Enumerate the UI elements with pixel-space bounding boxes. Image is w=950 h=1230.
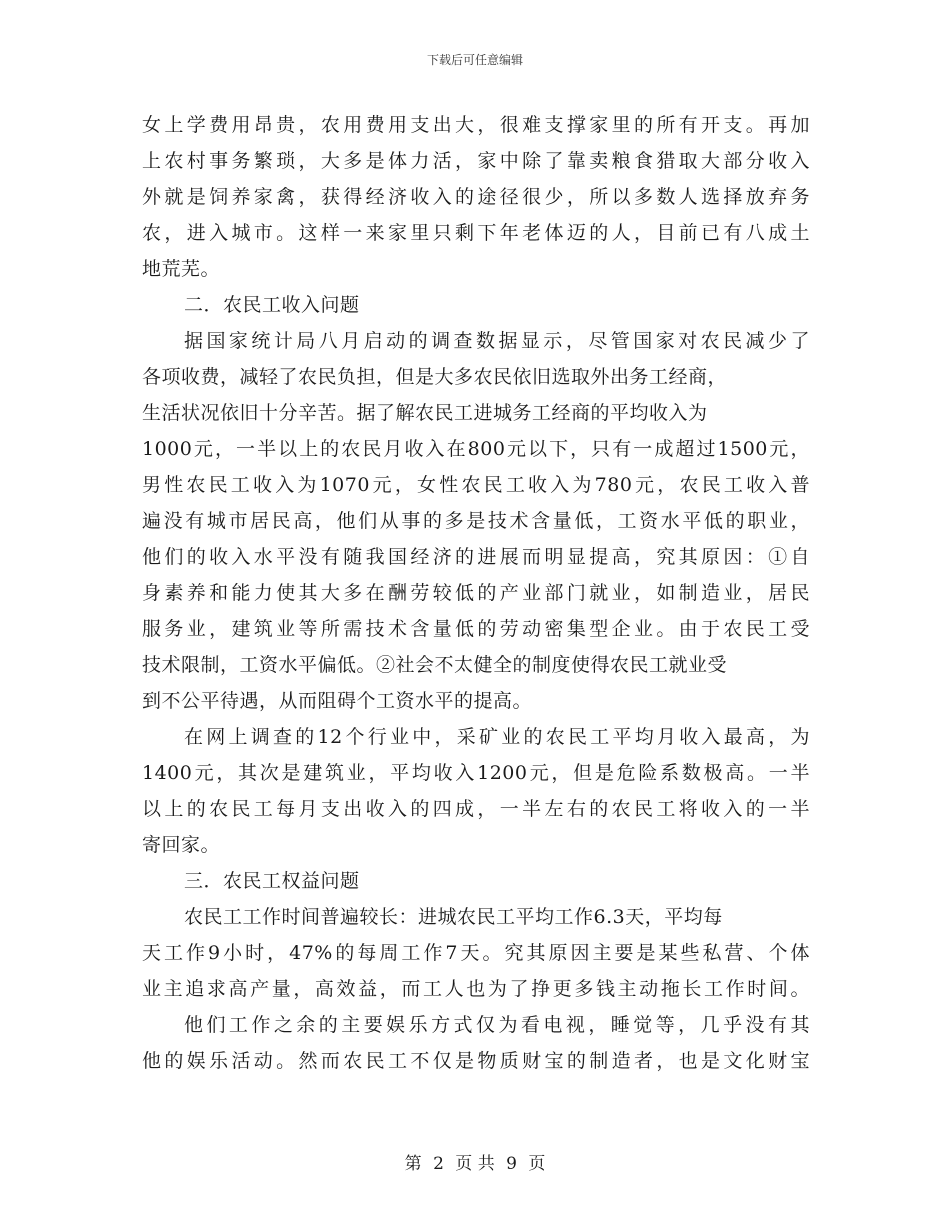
- text-line: 农，进入城市。这样一来家里只剩下年老体迈的人，目前已有八成土: [142, 222, 810, 244]
- text-line: 以上的农民工每月支出收入的四成，一半左右的农民工将收入的一半: [142, 798, 810, 820]
- footer-prefix: 第: [404, 1154, 422, 1174]
- text-line: 二．农民工收入问题: [184, 294, 360, 316]
- text-line: 他的娱乐活动。然而农民工不仅是物质财宝的制造者，也是文化财宝: [142, 1050, 810, 1072]
- text-line: 外就是饲养家禽，获得经济收入的途径很少，所以多数人选择放弃务: [142, 186, 810, 208]
- footer-current-page: 2: [433, 1154, 444, 1174]
- document-body: [142, 107, 810, 1079]
- text-line: 农民工工作时间普遍较长：进城农民工平均工作6.3天，平均每: [184, 906, 723, 928]
- footer-middle: 页 共: [455, 1154, 495, 1174]
- footer-suffix: 页: [528, 1154, 546, 1174]
- text-line: 据国家统计局八月启动的调查数据显示，尽管国家对农民减少了: [184, 330, 810, 352]
- text-line: 上农村事务繁琐，大多是体力活，家中除了靠卖粮食猎取大部分收入: [142, 150, 810, 172]
- text-line: 服务业，建筑业等所需技术含量低的劳动密集型企业。由于农民工受: [142, 618, 810, 640]
- footer-total-pages: 9: [506, 1154, 517, 1174]
- text-line: 女上学费用昂贵，农用费用支出大，很难支撑家里的所有开支。再加: [142, 114, 810, 136]
- page-header: [0, 52, 950, 68]
- text-line: 地荒芜。: [142, 258, 221, 280]
- text-line: 他们的收入水平没有随我国经济的进展而明显提高，究其原因：①自: [142, 546, 810, 568]
- text-line: 技术限制，工资水平偏低。②社会不太健全的制度使得农民工就业受: [142, 654, 728, 676]
- text-line: 他们工作之余的主要娱乐方式仅为看电视，睡觉等，几乎没有其: [184, 1014, 810, 1036]
- header-text: 下载后可任意编辑: [426, 53, 523, 67]
- text-line: 男性农民工收入为1070元，女性农民工收入为780元，农民工收入普: [142, 474, 810, 496]
- page-footer: [0, 1153, 950, 1175]
- text-line: 在网上调查的12个行业中，采矿业的农民工平均月收入最高，为: [184, 726, 810, 748]
- text-line: 业主追求高产量，高效益，而工人也为了挣更多钱主动拖长工作时间。: [142, 978, 810, 1000]
- text-line: 1000元，一半以上的农民月收入在800元以下，只有一成超过1500元，: [142, 438, 810, 460]
- text-line: 1400元，其次是建筑业，平均收入1200元，但是危险系数极高。一半: [142, 762, 810, 784]
- text-line: 到不公平待遇，从而阻碍个工资水平的提高。: [142, 690, 533, 712]
- text-line: 遍没有城市居民高，他们从事的多是技术含量低，工资水平低的职业，: [142, 510, 810, 532]
- text-line: 天工作9小时，47%的每周工作7天。究其原因主要是某些私营、个体: [142, 942, 810, 964]
- text-line: 生活状况依旧十分辛苦。据了解农民工进城务工经商的平均收入为: [142, 402, 708, 424]
- text-line: 各项收费，减轻了农民负担，但是大多农民依旧选取外出务工经商，: [142, 366, 728, 388]
- text-line: 寄回家。: [142, 834, 221, 856]
- text-line: 身素养和能力使其大多在酬劳较低的产业部门就业，如制造业，居民: [142, 582, 810, 604]
- text-line: 三．农民工权益问题: [184, 870, 360, 892]
